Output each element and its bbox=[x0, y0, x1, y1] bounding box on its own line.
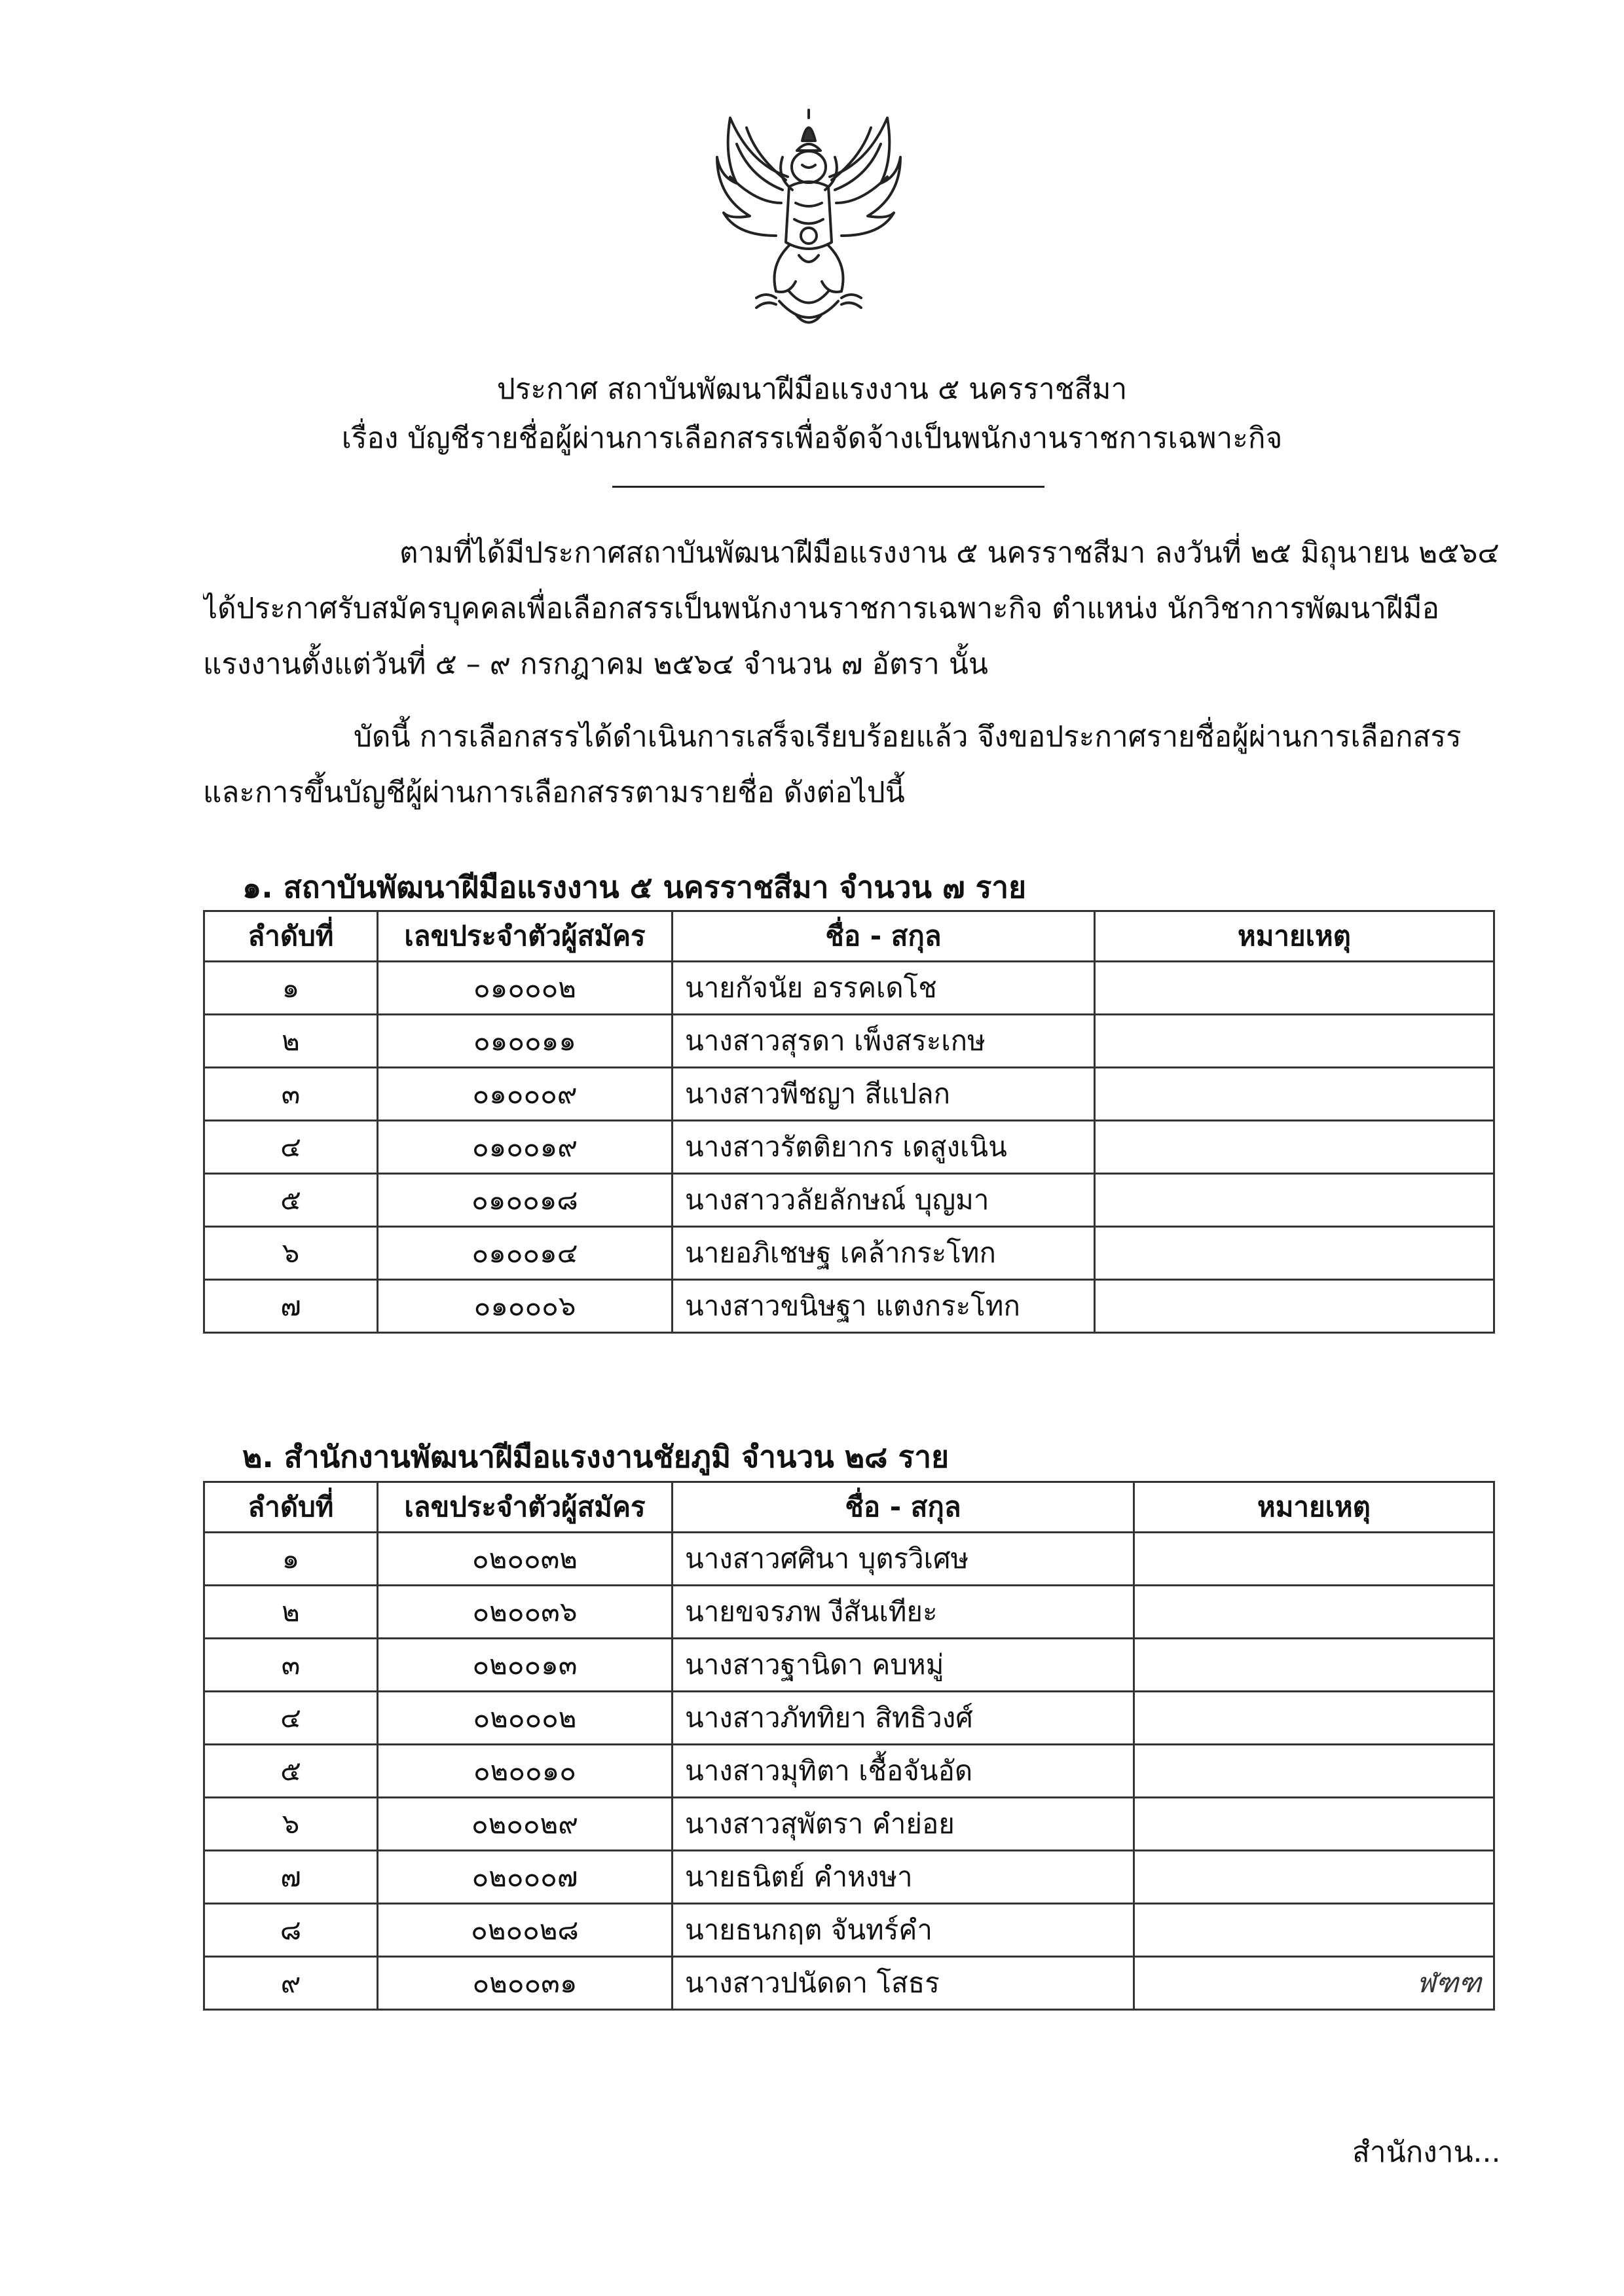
table-row bbox=[204, 1586, 1494, 1639]
table-row bbox=[204, 1798, 1494, 1851]
row-name: นางสาววลัยลักษณ์ บุญมา bbox=[673, 1174, 1095, 1227]
row-name: นายอภิเชษฐ เคล้ากระโทก bbox=[673, 1227, 1095, 1280]
row-applicant-id: ๐๒๐๐๓๒ bbox=[378, 1533, 673, 1586]
table-row bbox=[204, 1745, 1494, 1798]
table-row bbox=[204, 1904, 1494, 1957]
row-name: นางสาวรัตติยากร เดสูงเนิน bbox=[673, 1121, 1095, 1174]
table-row bbox=[204, 1692, 1494, 1745]
row-name: นายขจรภพ งีสันเทียะ bbox=[673, 1586, 1134, 1639]
continuation-note: สำนักงาน... bbox=[1352, 2136, 1501, 2169]
row-remark bbox=[1134, 1692, 1494, 1745]
row-name: นางสาวภัททิยา สิทธิวงศ์ bbox=[673, 1692, 1134, 1745]
table-row bbox=[204, 1533, 1494, 1586]
table-row bbox=[204, 1957, 1494, 2010]
row-applicant-id: ๐๒๐๐๓๑ bbox=[378, 1957, 673, 2010]
row-remark bbox=[1095, 1015, 1494, 1068]
table-row bbox=[204, 1174, 1494, 1227]
row-remark bbox=[1095, 1280, 1494, 1333]
row-name: นางสาวฐานิดา คบหมู่ bbox=[673, 1639, 1134, 1692]
intro-line-1: ตามที่ได้มีประกาศสถาบันพัฒนาฝีมือแรงงาน ๕ นครราชสีมา ลงวันที่ ๒๕ มิถุนายน ๒๕๖๔ bbox=[399, 536, 1500, 570]
row-remark bbox=[1134, 1745, 1494, 1798]
col-header-name: ชื่อ - สกุล bbox=[673, 911, 1095, 962]
table-header-row bbox=[204, 911, 1494, 962]
table-row bbox=[204, 1280, 1494, 1333]
table-row bbox=[204, 1015, 1494, 1068]
row-remark bbox=[1134, 1851, 1494, 1904]
row-name: นายธนกฤต จันทร์คำ bbox=[673, 1904, 1134, 1957]
row-name: นางสาวมุทิตา เชื้อจันอัด bbox=[673, 1745, 1134, 1798]
table-row bbox=[204, 1851, 1494, 1904]
row-remark bbox=[1095, 962, 1494, 1015]
row-name: นางสาวสุพัตรา คำย่อย bbox=[673, 1798, 1134, 1851]
row-no: ๒ bbox=[204, 1586, 378, 1639]
title-divider bbox=[612, 486, 1044, 488]
row-name: นางสาวพีชญา สีแปลก bbox=[673, 1068, 1095, 1121]
garuda-emblem-icon bbox=[710, 105, 907, 340]
row-no: ๗ bbox=[204, 1851, 378, 1904]
row-remark bbox=[1134, 1586, 1494, 1639]
section-2-table bbox=[203, 1481, 1495, 2011]
col-header-applicant-id: เลขประจำตัวผู้สมัคร bbox=[378, 1482, 673, 1533]
row-no: ๗ bbox=[204, 1280, 378, 1333]
row-remark bbox=[1134, 1904, 1494, 1957]
row-no: ๓ bbox=[204, 1639, 378, 1692]
table-header-row bbox=[204, 1482, 1494, 1533]
row-no: ๕ bbox=[204, 1745, 378, 1798]
row-applicant-id: ๐๒๐๐๐๗ bbox=[378, 1851, 673, 1904]
result-paragraph bbox=[203, 709, 1506, 820]
result-line-2: และการขึ้นบัญชีผู้ผ่านการเลือกสรรตามรายชื่อ ดังต่อไปนี้ bbox=[203, 776, 905, 809]
row-no: ๖ bbox=[204, 1798, 378, 1851]
row-no: ๙ bbox=[204, 1957, 378, 2010]
row-applicant-id: ๐๑๐๐๑๑ bbox=[378, 1015, 673, 1068]
section-2-title: ๒. สำนักงานพัฒนาฝีมือแรงงานชัยภูมิ จำนวน ๒๘ ราย bbox=[242, 1439, 950, 1474]
table-row bbox=[204, 962, 1494, 1015]
row-no: ๓ bbox=[204, 1068, 378, 1121]
row-applicant-id: ๐๑๐๐๑๘ bbox=[378, 1174, 673, 1227]
announcement-subject: เรื่อง บัญชีรายชื่อผู้ผ่านการเลือกสรรเพื่อจัดจ้างเป็นพนักงานราชการเฉพาะกิจ bbox=[341, 422, 1283, 455]
row-name: นายกัจนัย อรรคเดโช bbox=[673, 962, 1095, 1015]
row-applicant-id: ๐๑๐๐๐๒ bbox=[378, 962, 673, 1015]
row-no: ๑ bbox=[204, 962, 378, 1015]
col-header-no: ลำดับที่ bbox=[204, 1482, 378, 1533]
section-1-title: ๑. สถาบันพัฒนาฝีมือแรงงาน ๕ นครราชสีมา จำนวน ๗ ราย bbox=[242, 869, 1027, 905]
row-remark bbox=[1095, 1174, 1494, 1227]
row-no: ๑ bbox=[204, 1533, 378, 1586]
row-no: ๔ bbox=[204, 1692, 378, 1745]
row-remark bbox=[1134, 1639, 1494, 1692]
row-applicant-id: ๐๑๐๐๑๔ bbox=[378, 1227, 673, 1280]
table-row bbox=[204, 1121, 1494, 1174]
table-row bbox=[204, 1227, 1494, 1280]
announcement-title: ประกาศ สถาบันพัฒนาฝีมือแรงงาน ๕ นครราชสีมา bbox=[496, 373, 1128, 406]
row-applicant-id: ๐๒๐๐๑๐ bbox=[378, 1745, 673, 1798]
col-header-remark: หมายเหตุ bbox=[1095, 911, 1494, 962]
row-no: ๒ bbox=[204, 1015, 378, 1068]
table-row bbox=[204, 1639, 1494, 1692]
row-remark bbox=[1134, 1798, 1494, 1851]
row-name: นางสาวขนิษฐา แตงกระโทก bbox=[673, 1280, 1095, 1333]
row-applicant-id: ๐๒๐๐๐๒ bbox=[378, 1692, 673, 1745]
col-header-remark: หมายเหตุ bbox=[1134, 1482, 1494, 1533]
row-no: ๖ bbox=[204, 1227, 378, 1280]
row-no: ๕ bbox=[204, 1174, 378, 1227]
handwritten-initials: ฬฑฑ bbox=[1134, 1957, 1494, 2010]
row-name: นางสาวศศินา บุตรวิเศษ bbox=[673, 1533, 1134, 1586]
row-applicant-id: ๐๑๐๐๐๖ bbox=[378, 1280, 673, 1333]
row-remark bbox=[1095, 1068, 1494, 1121]
row-applicant-id: ๐๒๐๐๑๓ bbox=[378, 1639, 673, 1692]
col-header-applicant-id: เลขประจำตัวผู้สมัคร bbox=[378, 911, 673, 962]
row-applicant-id: ๐๒๐๐๒๙ bbox=[378, 1798, 673, 1851]
row-name: นายธนิตย์ คำหงษา bbox=[673, 1851, 1134, 1904]
row-applicant-id: ๐๒๐๐๓๖ bbox=[378, 1586, 673, 1639]
row-applicant-id: ๐๑๐๐๑๙ bbox=[378, 1121, 673, 1174]
row-applicant-id: ๐๑๐๐๐๙ bbox=[378, 1068, 673, 1121]
intro-line-3: แรงงานตั้งแต่วันที่ ๕ – ๙ กรกฎาคม ๒๕๖๔ จำนวน ๗ อัตรา นั้น bbox=[203, 647, 988, 681]
row-remark bbox=[1095, 1227, 1494, 1280]
row-no: ๘ bbox=[204, 1904, 378, 1957]
section-1-table bbox=[203, 910, 1495, 1334]
col-header-no: ลำดับที่ bbox=[204, 911, 378, 962]
intro-line-2: ได้ประกาศรับสมัครบุคคลเพื่อเลือกสรรเป็นพนักงานราชการเฉพาะกิจ ตำแหน่ง นักวิชาการพัฒนาฝีมือ bbox=[203, 592, 1439, 625]
table-row bbox=[204, 1068, 1494, 1121]
row-no: ๔ bbox=[204, 1121, 378, 1174]
row-remark bbox=[1095, 1121, 1494, 1174]
row-name: นางสาวปนัดดา โสธร bbox=[673, 1957, 1134, 2010]
intro-paragraph bbox=[203, 525, 1506, 692]
row-remark bbox=[1134, 1533, 1494, 1586]
row-applicant-id: ๐๒๐๐๒๘ bbox=[378, 1904, 673, 1957]
row-name: นางสาวสุรดา เพ็งสระเกษ bbox=[673, 1015, 1095, 1068]
col-header-name: ชื่อ - สกุล bbox=[673, 1482, 1134, 1533]
result-line-1: บัดนี้ การเลือกสรรได้ดำเนินการเสร็จเรียบร้อยแล้ว จึงขอประกาศรายชื่อผู้ผ่านการเลือกสรร bbox=[354, 720, 1462, 754]
